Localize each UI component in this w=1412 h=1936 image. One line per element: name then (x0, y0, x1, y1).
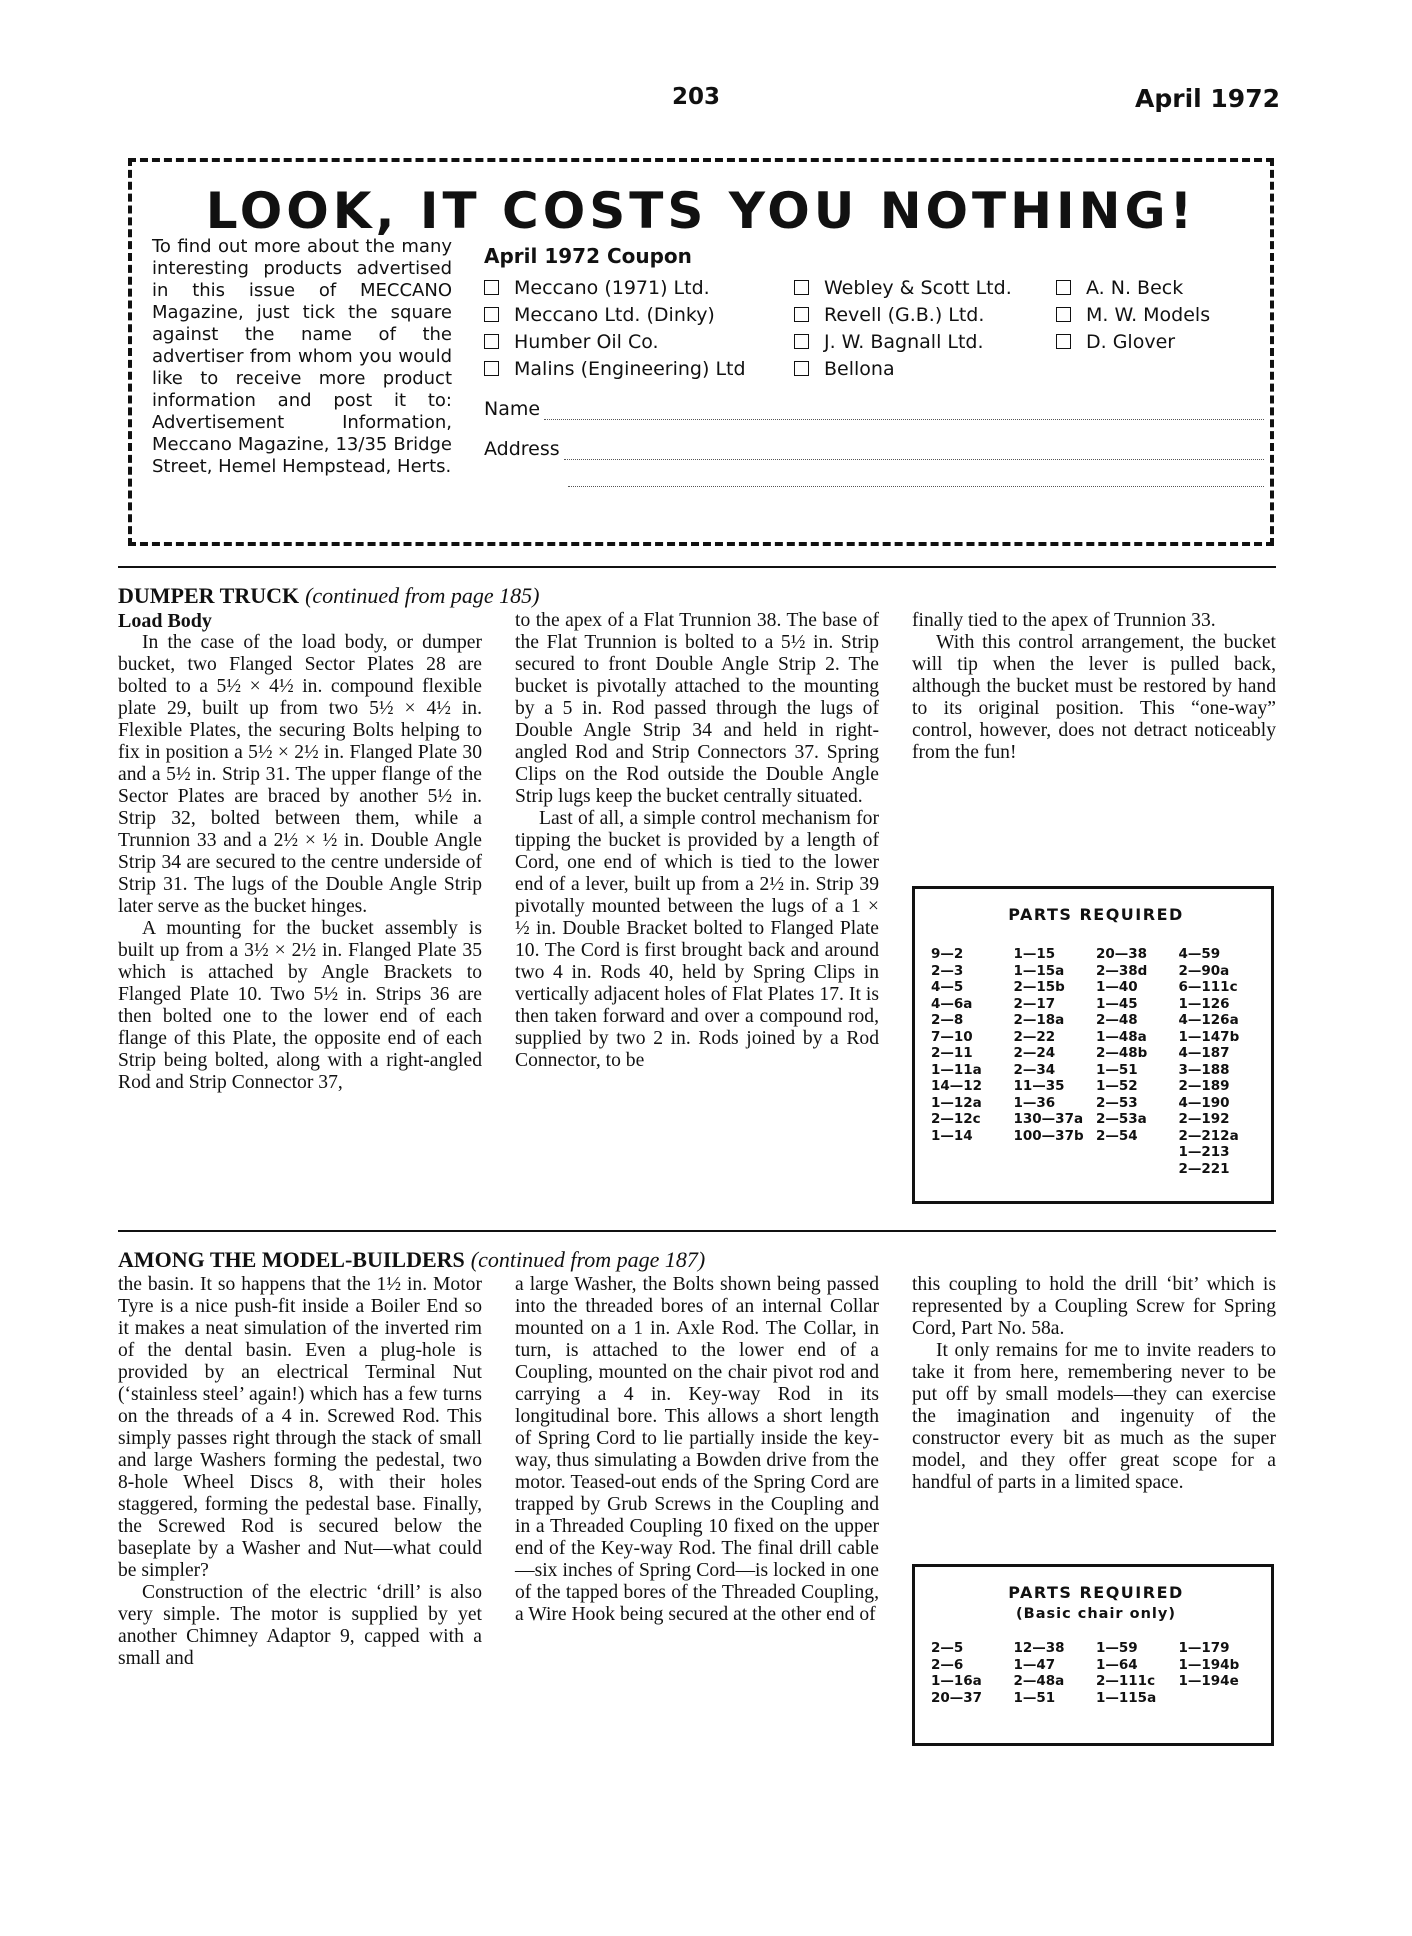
checkbox-icon[interactable] (794, 280, 809, 295)
part-entry: 1—12a (931, 1094, 982, 1111)
paragraph: With this control arrangement, the bucket will tip when the lever is pulled back, although the bucket must be restored by hand to its original position. This “one-way” control, however, does not detract noticeably from the fun! (912, 632, 1276, 763)
part-entry: 2—48a (1013, 1673, 1065, 1689)
address-line-2[interactable] (568, 486, 1264, 487)
article-column (118, 1274, 482, 1670)
parts-column (931, 1640, 1014, 1706)
part-entry: 1—40 (1096, 979, 1138, 995)
part-entry: 2—38d (1096, 962, 1148, 979)
part-entry: 2—11 (931, 1045, 973, 1061)
advertiser-item[interactable]: D. Glover (1056, 330, 1246, 353)
parts-title: PARTS REQUIRED (1008, 1583, 1184, 1602)
part-entry: 1—64 (1096, 1656, 1138, 1673)
parts-subtitle: (Basic chair only) (1016, 1606, 1176, 1622)
advertiser-item[interactable]: Humber Oil Co. (484, 330, 794, 353)
part-entry: 2—189 (1178, 1078, 1230, 1094)
parts-column (1096, 1640, 1179, 1706)
part-entry: 1—126 (1178, 995, 1230, 1012)
part-entry: 2—8 (931, 1012, 964, 1028)
coupon-heading: April 1972 Coupon (484, 244, 692, 268)
part-entry: 130—37a (1013, 1111, 1084, 1127)
section-divider (118, 1230, 1276, 1232)
parts-column (931, 946, 1014, 1177)
part-entry: 2—12c (931, 1111, 981, 1127)
name-field[interactable] (484, 398, 1264, 420)
part-entry: 2—24 (1013, 1045, 1056, 1061)
parts-column (1014, 1640, 1097, 1706)
checkbox-icon[interactable] (484, 361, 499, 376)
dumper-parts-box (912, 886, 1274, 1204)
coupon-title: LOOK, IT COSTS YOU NOTHING! (205, 182, 1197, 240)
part-entry: 14—12 (931, 1078, 983, 1094)
paragraph: It only remains for me to invite readers to take it from here, remembering never to be put off by small models—they can exercise the imagination and ingenuity of the constructor every bit as much as the super model, and they offer great scope for a handful of parts in a limited space. (912, 1340, 1276, 1493)
part-entry: 4—5 (931, 979, 964, 995)
part-entry: 1—45 (1096, 995, 1138, 1012)
subheading: Load Body (118, 610, 212, 632)
checkbox-icon[interactable] (1056, 334, 1071, 349)
name-line[interactable] (544, 404, 1264, 420)
part-entry: 2—54 (1096, 1127, 1138, 1144)
part-entry: 1—14 (931, 1127, 973, 1144)
article-column (515, 1274, 879, 1670)
part-entry: 2—192 (1178, 1111, 1230, 1127)
article-column (118, 610, 482, 1094)
checkbox-icon[interactable] (794, 307, 809, 322)
article-column (515, 610, 879, 1094)
part-entry: 4—187 (1178, 1045, 1230, 1061)
paragraph: Construction of the electric ‘drill’ is also very simple. The motor is supplied by yet another Chimney Adaptor 9, capped with a small and (118, 1582, 482, 1669)
part-entry: 1—36 (1013, 1094, 1056, 1111)
address-field[interactable] (484, 438, 1264, 460)
checkbox-icon[interactable] (484, 334, 499, 349)
part-entry: 1—179 (1178, 1640, 1230, 1656)
advertiser-coupon (128, 158, 1274, 546)
part-entry: 20—37 (931, 1689, 983, 1706)
paragraph: this coupling to hold the drill ‘bit’ which is represented by a Coupling Screw for Spring Cord, Part No. 58a. (912, 1274, 1276, 1339)
part-entry: 2—17 (1013, 995, 1056, 1012)
part-entry: 100—37b (1013, 1127, 1084, 1144)
part-entry: 2—53a (1096, 1111, 1147, 1127)
coupon-form (484, 244, 1264, 487)
part-entry: 9—2 (931, 946, 964, 962)
part-entry: 2—22 (1013, 1028, 1056, 1045)
address-line[interactable] (564, 444, 1264, 460)
advertiser-item[interactable]: M. W. Models (1056, 303, 1246, 326)
part-entry: 1—47 (1013, 1656, 1056, 1673)
part-entry: 2—111c (1096, 1673, 1156, 1689)
part-entry: 1—48a (1096, 1028, 1147, 1045)
paragraph: Last of all, a simple control mechanism for tipping the bucket is provided by a length of Cord, one end of which is tied to the lower end of a lever, built up from a 2½ in. Strip 39 pivotally mounted between the lugs of a 1 × ½ in. Double Bracket bolted to Flanged Plate 10. The Cord is first brought back and around two 4 in. Rods 40, held by Spring Clips in vertically adjacent holes of Flat Plates 17. It is then taken forward and over a compound rod, supplied by two 2 in. Rods joined by a Rod Connector, to be (515, 808, 879, 1071)
part-entry: 2—6 (931, 1656, 964, 1673)
section-divider (118, 566, 1276, 568)
checkbox-icon[interactable] (484, 280, 499, 295)
article-title: AMONG THE MODEL-BUILDERS (continued from page 187) (118, 1247, 706, 1272)
part-entry: 20—38 (1096, 946, 1148, 962)
advertiser-item[interactable]: Webley & Scott Ltd. (794, 276, 1056, 299)
part-entry: 2—3 (931, 962, 964, 979)
parts-title: PARTS REQUIRED (1008, 905, 1184, 924)
part-entry: 4—6a (931, 995, 973, 1012)
parts-column (1014, 946, 1097, 1177)
article-title: DUMPER TRUCK (continued from page 185) (118, 583, 540, 608)
part-entry: 2—53 (1096, 1094, 1138, 1111)
advertiser-item[interactable]: Malins (Engineering) Ltd (484, 357, 794, 380)
part-entry: 2—90a (1178, 962, 1230, 979)
checkbox-icon[interactable] (1056, 280, 1071, 295)
part-entry: 4—59 (1178, 946, 1221, 962)
part-entry: 11—35 (1013, 1078, 1065, 1094)
advertiser-item[interactable]: J. W. Bagnall Ltd. (794, 330, 1056, 353)
part-entry: 1—15a (1013, 962, 1065, 979)
part-entry: 1—52 (1096, 1078, 1138, 1094)
advertiser-list (484, 276, 1264, 380)
paragraph: In the case of the load body, or dumper bucket, two Flanged Sector Plates 28 are bolted to a 5½ × 4½ in. compound flexible plate 29, built up from two 5½ × 4½ in. Flexible Plates, the securing Bolts helping to fix in position a 5½ × 2½ in. Flanged Plate 30 and a 5½ in. Strip 31. The upper flange of the Sector Plates are braced by another 5½ in. Strip 32, bolted between them, while a Trunnion 33 and a 2½ × ½ in. Double Angle Strip 34 are secured to the centre underside of Strip 31. The lugs of the Double Angle Strip later serve as the bucket hinges. (118, 632, 482, 917)
paragraph: finally tied to the apex of Trunnion 33. (912, 610, 1216, 631)
part-entry: 1—51 (1013, 1689, 1056, 1706)
part-entry: 1—59 (1096, 1640, 1138, 1656)
part-entry: 1—213 (1178, 1144, 1230, 1160)
coupon-instructions: To find out more about the many interesting products advertised in this issue of MECCANO Magazine, just tick the square against the name of the advertiser from whom you would like to receive more product information and post it to: Advertisement Information, Meccano Magazine, 13/35 Bridge Street, Hemel Hempstead, Herts. (152, 236, 452, 477)
part-entry: 1—11a (931, 1061, 982, 1078)
part-entry: 4—126a (1178, 1012, 1239, 1028)
part-entry: 7—10 (931, 1028, 973, 1045)
paragraph: to the apex of a Flat Trunnion 38. The base of the Flat Trunnion is bolted to a 5½ in. Strip secured to front Double Angle Strip 2. The bucket is pivotally attached to the mounting by a 5 in. Rod passed through the lugs of Double Angle Strip 34 and held in right-angled Rod and Strip Connectors 37. Spring Clips on the Rod outside the Double Angle Strip lugs keep the bucket centrally situated. (515, 610, 879, 807)
name-label: Name (484, 398, 541, 420)
parts-list (931, 946, 1261, 1177)
advertiser-item[interactable]: Meccano Ltd. (Dinky) (484, 303, 794, 326)
part-entry: 1—194b (1178, 1656, 1240, 1673)
parts-list (931, 1640, 1261, 1706)
address-label: Address (484, 438, 560, 460)
parts-column (1096, 946, 1179, 1177)
part-entry: 12—38 (1013, 1640, 1065, 1656)
checkbox-icon[interactable] (1056, 307, 1071, 322)
checkbox-icon[interactable] (484, 307, 499, 322)
part-entry: 2—212a (1178, 1127, 1239, 1144)
parts-column (1179, 946, 1262, 1177)
part-entry: 4—190 (1178, 1094, 1230, 1111)
part-entry: 2—15b (1013, 979, 1065, 995)
part-entry: 2—221 (1178, 1160, 1230, 1177)
part-entry: 6—111c (1178, 979, 1238, 995)
part-entry: 3—188 (1178, 1061, 1230, 1078)
part-entry: 1—194e (1178, 1673, 1239, 1689)
advertiser-item[interactable]: Meccano (1971) Ltd. (484, 276, 794, 299)
chair-parts-box (912, 1564, 1274, 1746)
part-entry: 2—48b (1096, 1045, 1148, 1061)
checkbox-icon[interactable] (794, 361, 809, 376)
part-entry: 2—48 (1096, 1012, 1138, 1028)
paragraph: A mounting for the bucket assembly is built up from a 3½ × 2½ in. Flanged Plate 35 which is attached by Angle Brackets to Flanged Plate 10. Two 5½ in. Strips 36 are then bolted one to the lower end of each flange of this Plate, the opposite end of each Strip being bolted, along with a right-angled Rod and Strip Connector 37, (118, 918, 482, 1093)
parts-column (1179, 1640, 1262, 1706)
part-entry: 1—115a (1096, 1689, 1157, 1706)
paragraph: a large Washer, the Bolts shown being passed into the threaded bores of an internal Collar mounted on a 1 in. Axle Rod. The Collar, in turn, is attached to the lower end of a Coupling, mounted on the chair pivot rod and carrying a 4 in. Key-way Rod in its longitudinal bore. This allows a short length of Spring Cord to lie partially inside the key-way, thus simulating a Bowden drive from the motor. Teased-out ends of the Spring Cord are trapped by Grub Screws in the Coupling and in a Threaded Coupling 10 fixed on the upper end of the Key-way Rod. The final drill cable—six inches of Spring Cord—is locked in one of the tapped bores of the Threaded Coupling, a Wire Hook being secured at the other end of (515, 1274, 879, 1625)
paragraph: the basin. It so happens that the 1½ in. Motor Tyre is a nice push-fit inside a Boiler End so it makes a neat simulation of the inverted rim of the dental basin. Even a plug-hole is provided by an electrical Terminal Nut (‘stainless steel’ again!) which has a few turns on the threads of a 4 in. Screwed Rod. This simply passes right through the stack of small and large Washers forming the pedestal, two 8-hole Wheel Discs 8, with their holes staggered, forming the pedestal base. Finally, the Screwed Rod is secured below the baseplate by a Washer and Nut—what could be simpler? (118, 1274, 482, 1581)
part-entry: 1—16a (931, 1673, 982, 1689)
advertiser-item[interactable]: Revell (G.B.) Ltd. (794, 303, 1056, 326)
part-entry: 1—51 (1096, 1061, 1138, 1078)
part-entry: 2—5 (931, 1640, 964, 1656)
advertiser-item[interactable]: Bellona (794, 357, 1056, 380)
page-number: 203 (672, 84, 721, 110)
issue-date: April 1972 (1135, 84, 1280, 113)
checkbox-icon[interactable] (794, 334, 809, 349)
part-entry: 1—15 (1013, 946, 1056, 962)
part-entry: 2—18a (1013, 1012, 1065, 1028)
advertiser-item[interactable]: A. N. Beck (1056, 276, 1246, 299)
part-entry: 2—34 (1013, 1061, 1056, 1078)
part-entry: 1—147b (1178, 1028, 1240, 1045)
